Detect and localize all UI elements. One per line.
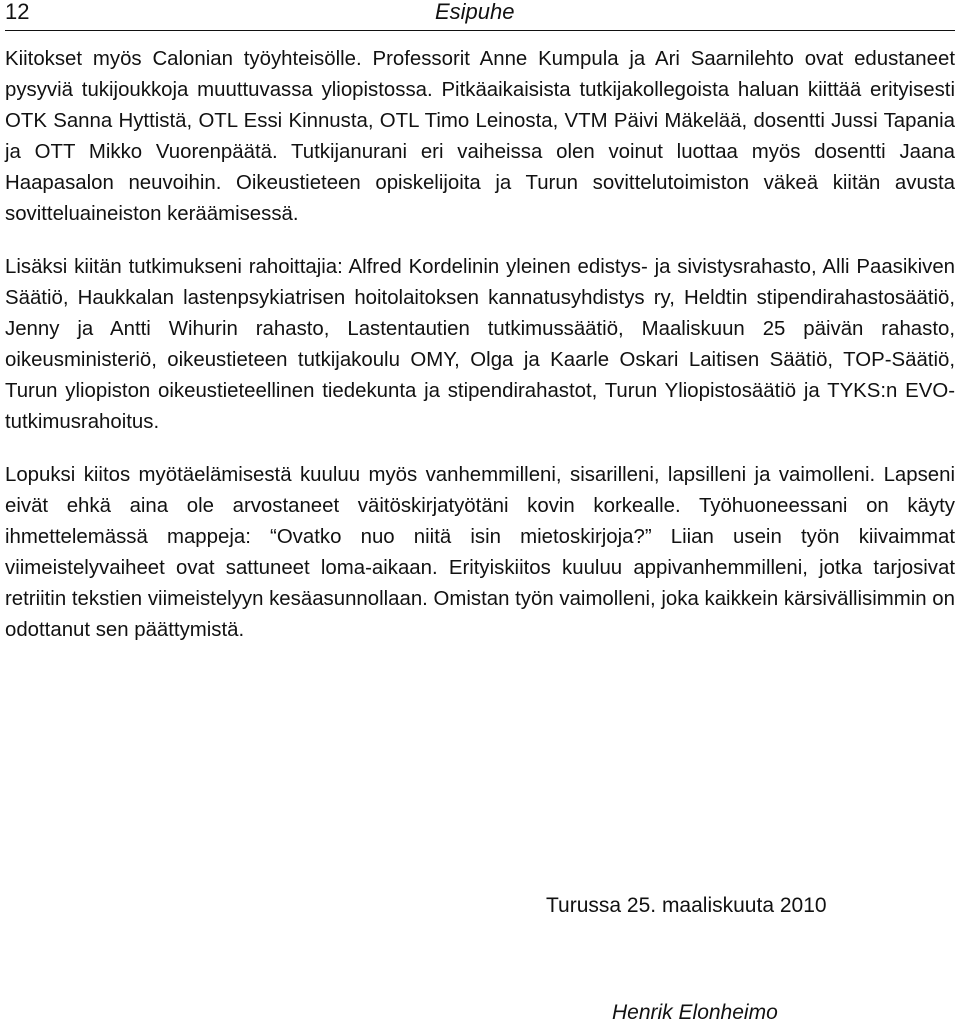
preface-body [5,44,955,668]
paragraph-colleagues: Kiitokset myös Calonian työyhteisölle. Professorit Anne Kumpula ja Ari Saarnilehto ovat edustaneet pysyviä tukijoukkoja muuttuvassa yliopistossa. Pitkäaikaisista tutkijakollegoista haluan kiittää erityisesti OTK Sanna Hyttistä, OTL Essi Kinnusta, OTL Timo Leinosta, VTM Päivi Mäkelää, dosentti Jussi Tapania ja OTT Mikko Vuorenpäätä. Tutkijanurani eri vaiheissa olen voinut luottaa myös dosentti Jaana Haapasalon neuvoihin. Oikeustieteen opiskelijoita ja Turun sovittelutoimiston väkeä kiitän avusta sovitteluaineiston keräämisessä. [5,48,955,225]
paragraph-family: Lopuksi kiitos myötäelämisestä kuuluu myös vanhemmilleni, sisarilleni, lapsilleni ja vaimolleni. Lapseni eivät ehkä aina ole arvostaneet väitöskirjatyötäni kovin korkealle. Työhuoneessani on käyty ihmettelemässä mappeja: “Ovatko nuo niitä isin mietoskirjoja?” Liian usein työn kiivaimmat viimeistelyvaiheet ovat sattuneet loma-aikaan. Erityiskiitos kuuluu appivanhemmilleni, jotka tarjosivat retriitin tekstien viimeistelyyn kesäasunnollaan. Omistan työn vaimolleni, joka kaikkein kärsivällisimmin on odottanut sen päättymistä. [5,464,955,641]
running-head-title: Esipuhe [435,0,515,24]
place-and-date: Turussa 25. maaliskuuta 2010 [546,894,827,917]
running-header [5,0,955,31]
author-signature: Henrik Elonheimo [612,1001,778,1024]
paragraph-funders: Lisäksi kiitän tutkimukseni rahoittajia: Alfred Kordelinin yleinen edistys- ja sivistysrahasto, Alli Paasikiven Säätiö, Haukkalan lastenpsykiatrisen hoitolaitoksen kannatusyhdistys ry, Heldtin stipendirahastosäätiö, Jenny ja Antti Wihurin rahasto, Lastentautien tutkimussäätiö, Maaliskuun 25 päivän rahasto, oikeusministeriö, oikeustieteen tutkijakoulu OMY, Olga ja Kaarle Oskari Laitisen Säätiö, TOP-Säätiö, Turun yliopiston oikeustieteellinen tiedekunta ja stipendirahastot, Turun Yliopistosäätiö ja TYKS:n EVO-tutkimusrahoitus. [5,256,955,433]
page-number: 12 [5,0,30,24]
